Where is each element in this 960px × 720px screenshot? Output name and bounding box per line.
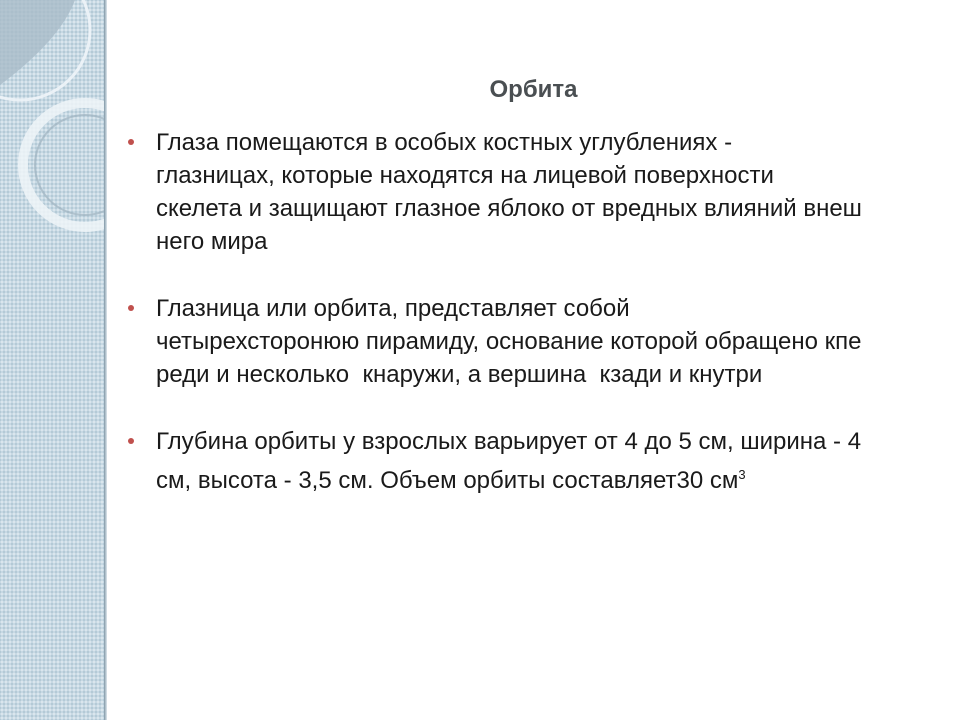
bullet-text-line-with-sup	[156, 458, 946, 497]
decorative-sidebar	[0, 0, 104, 720]
bullet-text-line: скелета и защищают глазное яблоко от вредных влияний внеш	[156, 195, 862, 222]
bullet-item-1	[126, 126, 946, 258]
bullet-text-line: четырехсторонюю пирамиду, основание которой обращено кпе	[156, 328, 862, 355]
sidebar-divider	[104, 0, 107, 720]
bullet-text-line: Глубина орбиты у взрослых варьирует от 4 до 5 см, ширина - 4	[156, 428, 862, 455]
bullet-text-line: него мира	[156, 228, 268, 255]
bullet-text-line: реди и несколько кнаружи, а вершина кзади и кнутри	[156, 361, 763, 388]
bullet-item-2	[126, 292, 946, 391]
bullet-icon	[128, 438, 134, 444]
slide-title: Орбита	[489, 76, 578, 103]
superscript: 3	[738, 467, 746, 482]
bullet-text-line: Глазница или орбита, представляет собой	[156, 295, 630, 322]
bullet-text-line: глазницах, которые находятся на лицевой поверхности	[156, 162, 774, 189]
bullet-icon	[128, 139, 134, 145]
decorative-circles	[0, 0, 104, 240]
bullet-text-line: Глаза помещаются в особых костных углублениях -	[156, 129, 733, 156]
bullet-list	[126, 126, 946, 531]
bullet-icon	[128, 305, 134, 311]
bullet-item-3	[126, 425, 946, 497]
bullet-text: см, высота - 3,5 см. Объем орбиты составляет30 см	[156, 467, 739, 494]
